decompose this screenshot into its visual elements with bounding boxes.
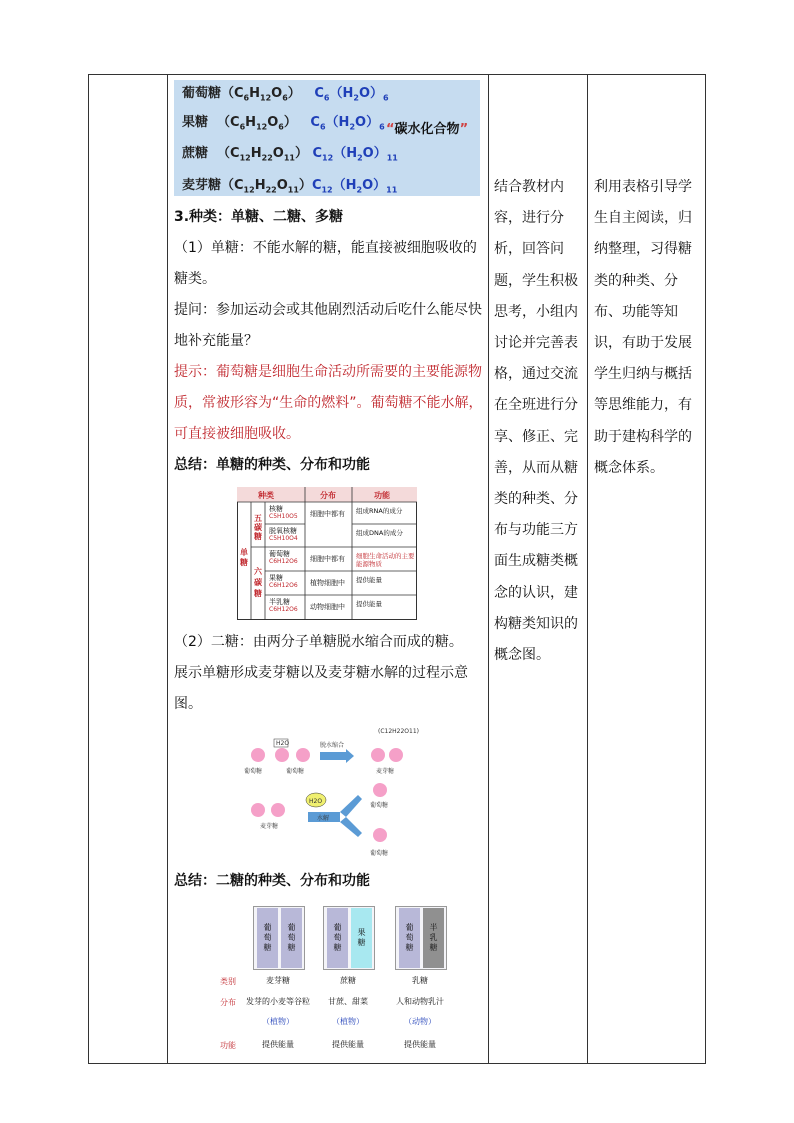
dehydrate-label: 脱水缩合 — [320, 742, 345, 749]
di-show: 展示单糖形成麦芽糖以及麦芽糖水解的过程示意图。 — [174, 665, 468, 712]
mono-row-func: 细胞生命活动的主要能源物质 — [356, 552, 415, 568]
mono-row-dist: 动物细胞中 — [310, 603, 345, 611]
mono-row-func: 提供能量 — [356, 600, 382, 608]
di-dist: 发芽的小麦等谷粒 — [246, 997, 310, 1006]
mono-row-name: 脱氧核糖 C5H10O4 — [269, 527, 298, 542]
glucose-molecule-icon — [271, 803, 285, 817]
five-carbon-label: 五碳糖 — [254, 514, 262, 541]
formula-row: 蔗糖 $(C_{12}H_{22}O_{11})$ $C_{12}(H_2O)_{11}$ — [182, 146, 398, 163]
disaccharide-table — [215, 900, 475, 1055]
glucose-label: 葡萄糖 — [370, 802, 389, 809]
types-heading: 3.种类：单糖、二糖、多糖 — [174, 209, 344, 225]
column-divider — [587, 74, 588, 1064]
mono-row-name: 核糖 C5H10O5 — [269, 505, 298, 520]
di-func: 提供能量 — [262, 1040, 294, 1049]
column-divider — [167, 74, 168, 1064]
di-func: 提供能量 — [332, 1040, 364, 1049]
di-content — [174, 627, 484, 720]
di-dist: 人和动物乳汁 — [396, 997, 444, 1006]
di-kind: （植物） — [332, 1017, 364, 1026]
glucose-label: 葡萄糖 — [286, 768, 305, 775]
hint: 提示：葡萄糖是细胞生命活动所需要的主要能源物质，常被形容为“生命的燃料”。葡萄糖不能水解，可直接被细胞吸收。 — [174, 364, 483, 442]
glucose-molecule-icon — [296, 748, 310, 762]
glucose-molecule-icon — [251, 803, 265, 817]
student-activity: 结合教材内容，进行分析，回答问题，学生积极思考，小组内讨论并完善表格，通过交流在全班进行分享、修正、完善，从而从糖类的种类、分布与功能三方面生成糖类概念的认识，建构糖类知识的概念图。 — [494, 179, 578, 664]
di-dist: 甘蔗、甜菜 — [328, 997, 368, 1006]
design-intent: 利用表格引导学生自主阅读，归纳整理，习得糖类的种类、分布、功能等知识，有助于发展学生归纳与概括等思维能力，有助于建构科学的概念体系。 — [594, 179, 692, 476]
di-heading: （2）二糖：由两分子单糖脱水缩合而成的糖。 — [174, 634, 463, 650]
arrow-icon — [340, 795, 362, 817]
mono-sugar-table — [237, 487, 417, 620]
group-label: 单糖 — [240, 548, 248, 567]
formula-row: 果糖 $(C_6H_{12}O_6)$ $C_6(H_2O)_6$ — [182, 115, 385, 132]
monosaccharide-bar: 葡 萄 糖 — [257, 908, 278, 968]
mono-row-name: 果糖 C6H12O6 — [269, 574, 298, 589]
formula-row: 葡萄糖$(C_6H_{12}O_6)$ $C_6(H_2O)_6$ — [182, 86, 389, 103]
mono-row-name: 葡萄糖 C6H12O6 — [269, 550, 298, 565]
question: 提问：参加运动会或其他剧烈活动后吃什么能尽快地补充能量？ — [174, 302, 482, 349]
di-name: 蔗糖 — [340, 976, 356, 985]
disaccharide-structure — [323, 906, 375, 970]
mono-summary: 总结：单糖的种类、分布和功能 — [174, 457, 370, 473]
formula-box — [174, 80, 480, 196]
column-divider — [488, 74, 489, 1064]
mono-heading: （1）单糖：不能水解的糖，能直接被细胞吸收的糖类。 — [174, 240, 477, 287]
row-label: 分布 — [220, 998, 236, 1007]
mono-row-dist: 植物细胞中 — [310, 579, 345, 587]
glucose-molecule-icon — [389, 748, 403, 762]
mono-row-func: 组成RNA的成分 — [356, 507, 403, 515]
col-header: 功能 — [374, 491, 390, 500]
arrow-icon — [320, 749, 354, 763]
row-label: 类别 — [220, 977, 236, 986]
monosaccharide-bar: 果 糖 — [351, 908, 372, 968]
disaccharide-structure — [253, 906, 305, 970]
di-func: 提供能量 — [404, 1040, 436, 1049]
monosaccharide-bar: 葡 萄 糖 — [399, 908, 420, 968]
mono-row-dist: 细胞中都有 — [310, 555, 345, 563]
monosaccharide-bar: 葡 萄 糖 — [281, 908, 302, 968]
maltose-formula: (C12H22O11) — [378, 728, 420, 735]
mono-row-name: 半乳糖 C6H12O6 — [269, 598, 298, 613]
di-name: 乳糖 — [412, 976, 428, 985]
di-summary-block — [174, 866, 484, 897]
glucose-label: 葡萄糖 — [244, 768, 263, 775]
di-kind: （植物） — [262, 1017, 294, 1026]
maltose-diagram — [238, 725, 428, 865]
di-name: 麦芽糖 — [266, 976, 290, 985]
col-header: 分布 — [320, 491, 336, 500]
main-content — [174, 202, 484, 481]
monosaccharide-bar: 半 乳 糖 — [423, 908, 444, 968]
glucose-molecule-icon — [373, 828, 387, 842]
carb-label: “碳水化合物” — [386, 122, 469, 137]
arrow-icon — [340, 817, 362, 837]
glucose-molecule-icon — [371, 748, 385, 762]
monosaccharide-bar: 葡 萄 糖 — [327, 908, 348, 968]
glucose-molecule-icon — [251, 748, 265, 762]
disaccharide-structure — [395, 906, 447, 970]
mono-row-func: 组成DNA的成分 — [356, 529, 403, 537]
col-header: 种类 — [258, 491, 274, 500]
mono-row-func: 提供能量 — [356, 576, 382, 584]
formula-row: 麦芽糖$(C_{12}H_{22}O_{11})C_{12}(H_2O)_{11}$ — [182, 178, 398, 195]
glucose-label: 葡萄糖 — [370, 850, 389, 857]
h2o-label: H2O — [276, 740, 290, 747]
di-kind: （动物） — [404, 1017, 436, 1026]
row-label: 功能 — [220, 1041, 236, 1050]
maltose-label: 麦芽糖 — [260, 823, 279, 830]
glucose-molecule-icon — [373, 783, 387, 797]
six-carbon-label: 六碳糖 — [254, 567, 262, 598]
hydrolysis-label: 水解 — [317, 815, 330, 822]
di-summary: 总结：二糖的种类、分布和功能 — [174, 873, 370, 889]
mono-row-dist: 细胞中都有 — [310, 510, 345, 518]
h2o-label: H2O — [309, 798, 323, 805]
glucose-molecule-icon — [275, 748, 289, 762]
maltose-label: 麦芽糖 — [376, 768, 395, 775]
